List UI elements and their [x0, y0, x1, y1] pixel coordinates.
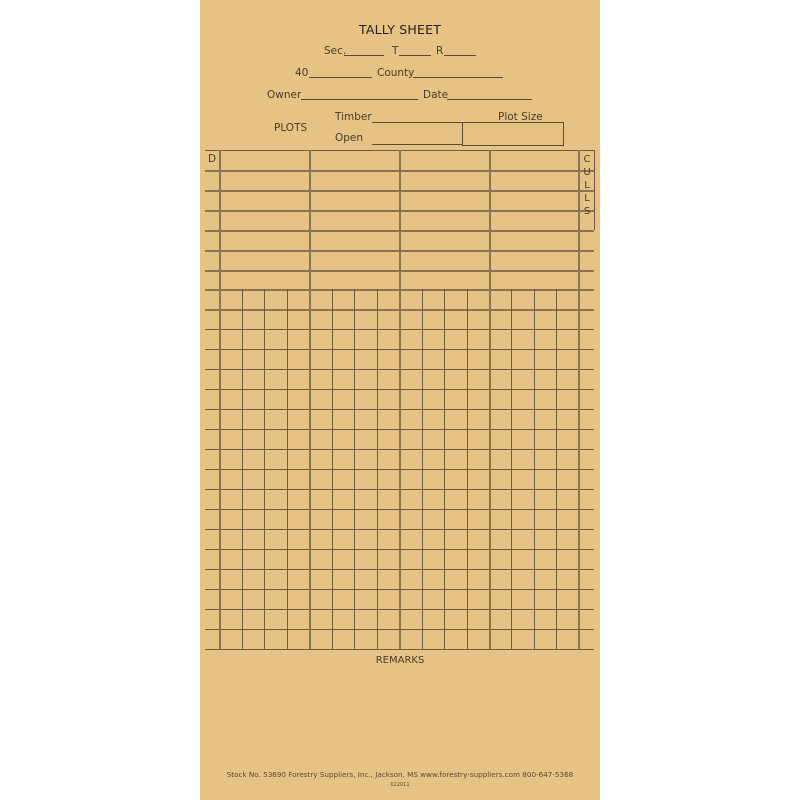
d-column-label: D — [208, 153, 217, 165]
county-label: County — [377, 67, 415, 79]
culls-letter: S — [583, 206, 591, 217]
culls-divider — [578, 150, 580, 649]
grid-bottom-line — [205, 649, 594, 650]
group-divider — [399, 150, 401, 649]
r-label: R — [436, 45, 444, 57]
footer-info: Stock No. 53690 Forestry Suppliers, Inc., Jackson, MS www.forestry-suppliers.com 800-647-5368 — [226, 770, 574, 779]
culls-letter: C — [583, 154, 591, 165]
group-divider — [489, 150, 491, 649]
plot-size-label: Plot Size — [498, 111, 543, 123]
open-label: Open — [335, 132, 364, 144]
subcolumn-divider — [332, 289, 333, 649]
subcolumn-divider — [534, 289, 535, 649]
subcolumn-divider — [422, 289, 423, 649]
culls-letter: L — [584, 193, 590, 204]
culls-letter: U — [583, 167, 591, 178]
remarks-label: REMARKS — [375, 655, 425, 666]
tally-sheet-paper — [200, 0, 600, 800]
subcolumn-divider — [264, 289, 265, 649]
footer-code: 022011 — [390, 782, 410, 788]
plots-label: PLOTS — [274, 122, 308, 134]
remarks-area[interactable] — [200, 670, 600, 755]
subcolumn-divider — [556, 289, 557, 649]
subcolumn-divider — [444, 289, 445, 649]
subcolumn-divider — [511, 289, 512, 649]
subcolumn-divider — [467, 289, 468, 649]
subcolumn-divider — [287, 289, 288, 649]
culls-column-label — [579, 153, 595, 218]
subcolumn-divider — [377, 289, 378, 649]
d-column-divider — [219, 150, 221, 649]
forty-label: 40 — [295, 67, 309, 79]
page-title: TALLY SHEET — [358, 22, 442, 37]
date-label: Date — [423, 89, 449, 101]
sec-label: Sec. — [324, 45, 347, 57]
owner-label: Owner — [267, 89, 302, 101]
culls-letter: L — [584, 180, 590, 191]
subcolumn-divider — [354, 289, 355, 649]
subcolumn-divider — [242, 289, 243, 649]
group-divider — [309, 150, 311, 649]
t-label: T — [392, 45, 399, 57]
timber-label: Timber — [335, 111, 372, 123]
